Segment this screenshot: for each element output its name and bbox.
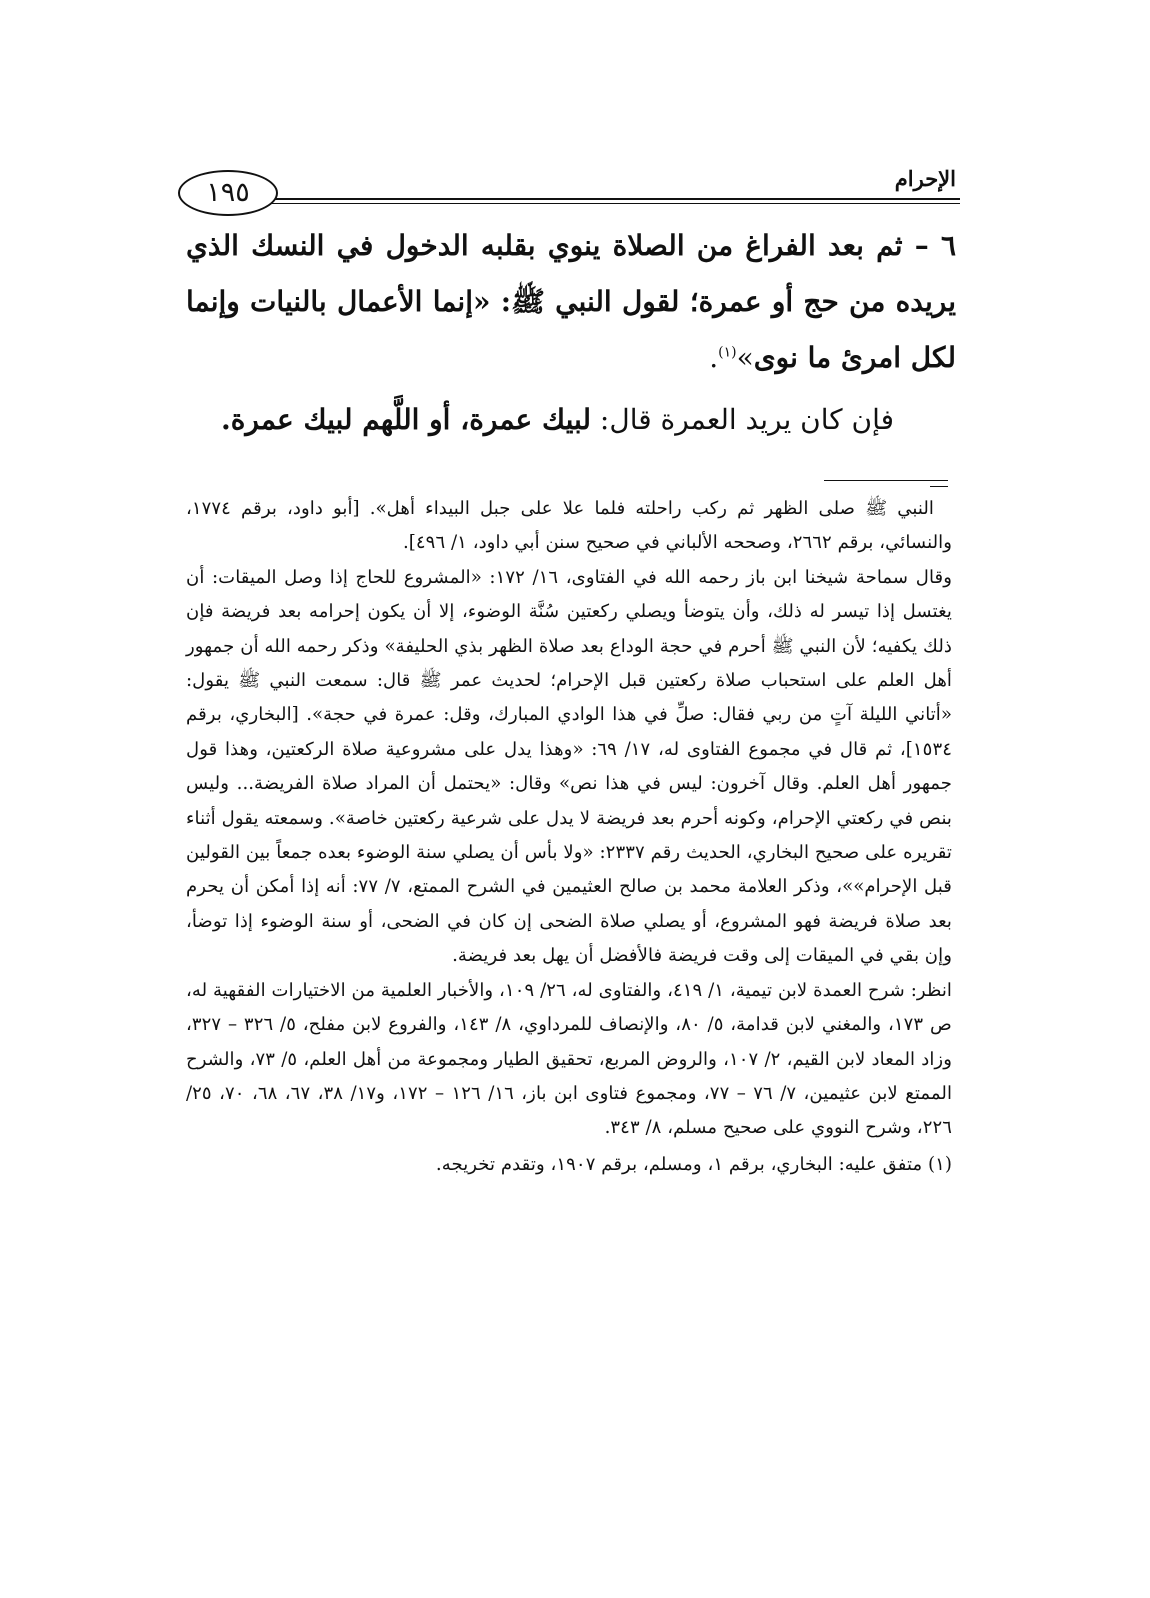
paragraph-umrah: [186, 392, 956, 448]
main-text: [186, 218, 956, 448]
header-rule: [270, 198, 960, 200]
page-number: ١٩٥: [178, 170, 278, 216]
footnote-1: (١) متفق عليه: البخاري، برقم ١، ومسلم، برقم ١٩٠٧، وتقدم تخريجه.: [435, 1153, 952, 1175]
paragraph-intro: ٦ – ثم بعد الفراغ من الصلاة ينوي بقلبه الدخول في النسك الذي يريده من حج أو عمرة؛ لقول النبي ﷺ: «: [186, 229, 957, 318]
quote-close: »: [736, 341, 754, 374]
hadith-text: إنما الأعمال بالنيات وإنما لكل امرئ ما نوى: [186, 285, 956, 374]
note-ibn-baz: وقال سماحة شيخنا ابن باز رحمه الله في الفتاوى، ١٦/ ١٧٢: «المشروع للحاج إذا وصل الميقات: أن يغتسل إذا تيسر له ذلك، وأن يتوضأ ويصلي ركعتين سُنَّة الوضوء، إلا أن يكون إحرامه بعد فريضة فإن ذلك يكفيه؛ لأن النبي ﷺ أحرم في حجة الوداع بعد صلاة الظهر بذي الحليفة» وذكر رحمه الله أن جمهور أهل العلم على استحباب صلاة ركعتين قبل الإحرام؛ لحديث عمر ﷺ قال: سمعت النبي ﷺ يقول: «أتاني الليلة آتٍ من ربي فقال: صلِّ في هذا الوادي المبارك، وقل: عمرة في حجة». [البخاري، برقم ١٥٣٤]، ثم قال في مجموع الفتاوى له، ١٧/ ٦٩: «وهذا يدل على مشروعية صلاة الركعتين، وهذا قول جمهور أهل العلم. وقال آخرون: ليس في هذا نص» وقال: «يحتمل أن المراد صلاة الفريضة... وليس بنص في ركعتي الإحرام، وكونه أحرم بعد فريضة لا يدل على شرعية ركعتين خاصة». وسمعته يقول أثناء تقريره على صحيح البخاري، الحديث رقم ٢٣٣٧: «ولا بأس أن يصلي سنة الوضوء بعده جمعاً بين القولين قبل الإحرام»»، وذكر العلامة محمد بن صالح العثيمين في الشرح الممتع، ٧/ ٧٧: أنه إذا أمكن أن يحرم بعد صلاة فريضة فهو المشروع، أو يصلي صلاة الضحى إن كان في الضحى، أو سنة الوضوء إذا توضأ، وإن بقي في الميقات إلى وقت فريضة فالأفضل أن يهل بعد فريضة.: [186, 566, 952, 967]
note-continuation: النبي ﷺ صلى الظهر ثم ركب راحلته فلما علا على جبل البيداء أهل». [أبو داود، برقم ١٧٧٤، والنسائي، برقم ٢٦٦٢، وصححه الألباني في صحيح سنن أبي داود، ١/ ٤٩٦].: [186, 498, 952, 554]
talbiyah-text: لبيك عمرة، أو اللَّهم لبيك عمرة.: [221, 403, 592, 436]
footnote-ref: (١): [718, 344, 737, 361]
paragraph-end: .: [709, 341, 719, 374]
note-references: انظر: شرح العمدة لابن تيمية، ١/ ٤١٩، والفتاوى له، ٢٦/ ١٠٩، والأخبار العلمية من الاختيارات الفقهية له، ص ١٧٣، والمغني لابن قدامة، ٥/ ٨٠، والإنصاف للمرداوي، ٨/ ١٤٣، والفروع لابن مفلح، ٥/ ٣٢٦ – ٣٢٧، وزاد المعاد لابن القيم، ٢/ ١٠٧، والروض المربع، تحقيق الطيار ومجموعة من أهل العلم، ٥/ ٧٣، والشرح الممتع لابن عثيمين، ٧/ ٧٦ – ٧٧، ومجموع فتاوى ابن باز، ١٦/ ١٢٦ – ١٧٢، و١٧/ ٣٨، ٦٧، ٦٨، ٧٠، ٢٥/ ٢٢٦، وشرح النووي على صحيح مسلم، ٨/ ٣٤٣.: [186, 979, 952, 1139]
paragraph-niyyah: [186, 218, 956, 386]
footnotes: [186, 492, 952, 1182]
header-rule-thin: [270, 203, 960, 204]
footnote-separator: [824, 480, 948, 481]
footnote-separator-tick: [930, 486, 948, 487]
umrah-intro: فإن كان يريد العمرة قال:: [591, 403, 894, 436]
page-header: [178, 162, 960, 214]
chapter-title: الإحرام: [894, 166, 956, 191]
